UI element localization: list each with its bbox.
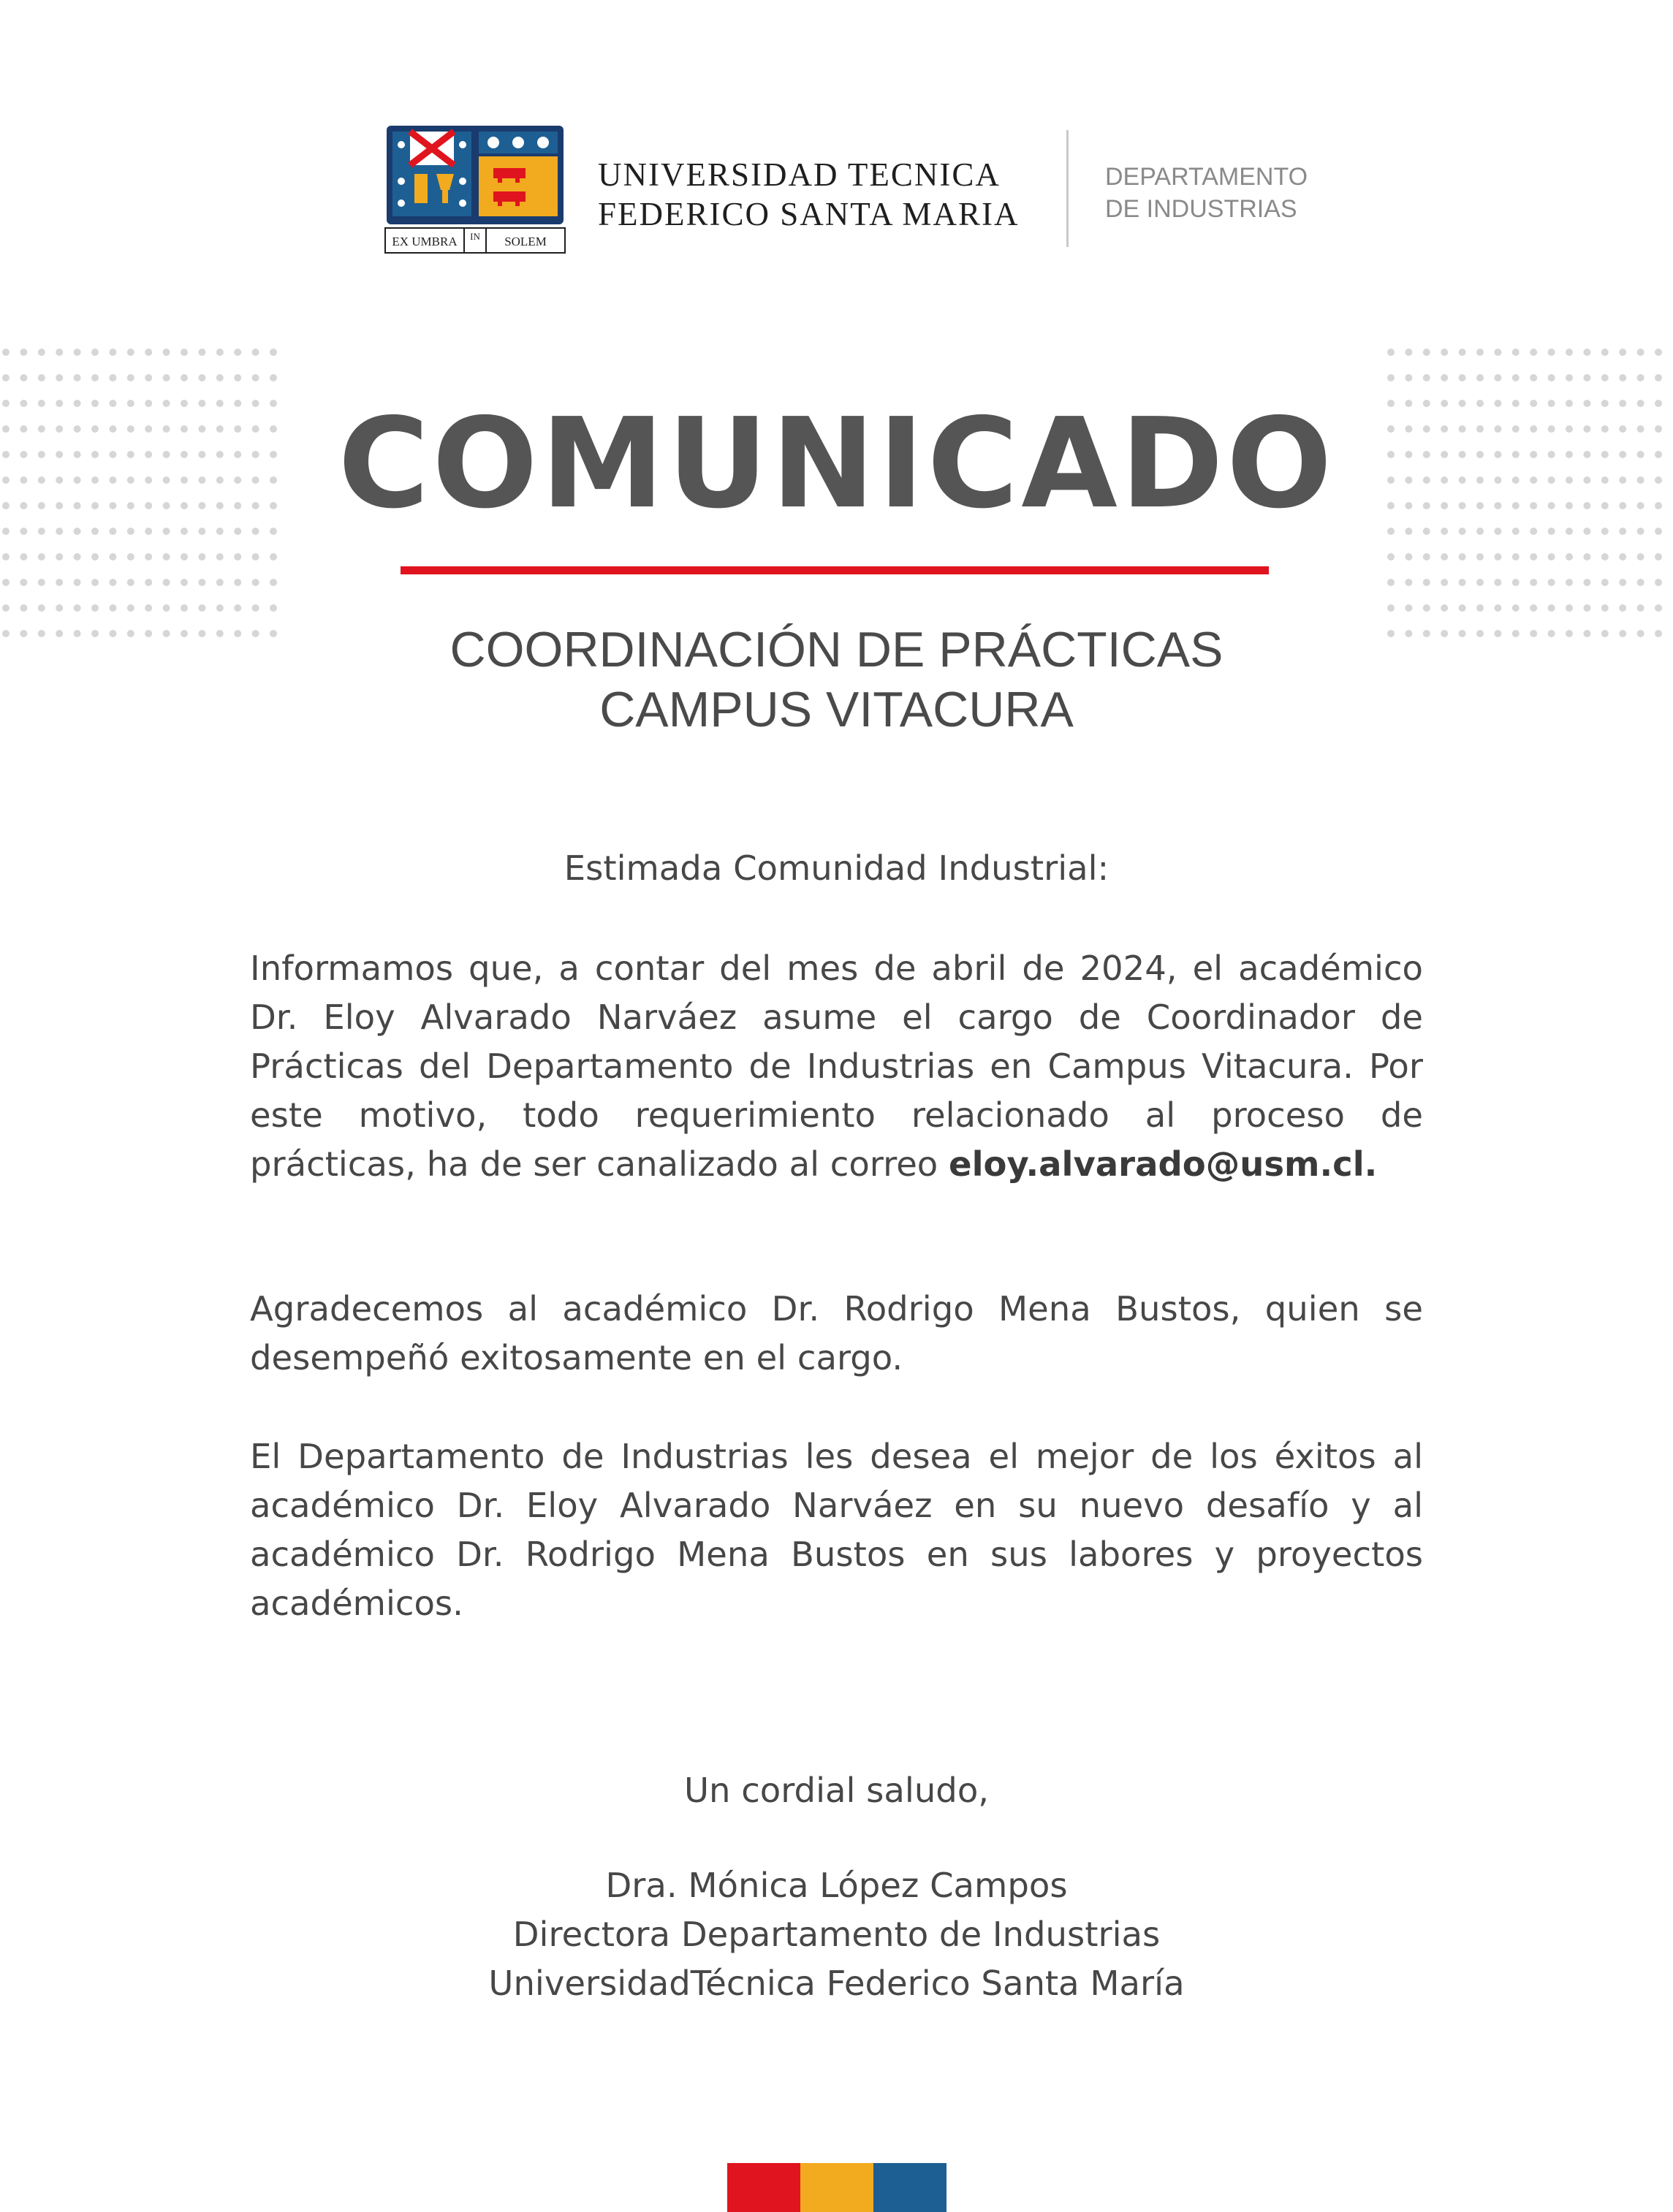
decorative-dot [1619, 374, 1626, 381]
decorative-dot [216, 349, 224, 356]
subtitle [0, 620, 1673, 740]
decorative-dot [1619, 553, 1626, 560]
decorative-dot [234, 604, 241, 612]
decorative-dot [109, 604, 116, 612]
decorative-dot [1494, 579, 1501, 586]
decorative-dot [1441, 374, 1448, 381]
decorative-dot [145, 604, 152, 612]
decorative-dot [270, 579, 277, 586]
subtitle-line2: CAMPUS VITACURA [599, 682, 1074, 737]
decorative-dot [270, 374, 277, 381]
decorative-dot [127, 374, 134, 381]
signature-institution: UniversidadTécnica Federico Santa María [488, 1964, 1185, 2003]
decorative-dot [1405, 604, 1412, 612]
decorative-dot [74, 553, 81, 560]
decorative-dot [234, 349, 241, 356]
color-bar-yellow [800, 2163, 873, 2212]
decorative-dot [1583, 374, 1590, 381]
decorative-dot [252, 604, 259, 612]
decorative-dot [1655, 553, 1662, 560]
university-crest-logo [384, 123, 566, 258]
decorative-dot [145, 349, 152, 356]
decorative-dot [1387, 349, 1395, 356]
decorative-dot [1441, 349, 1448, 356]
decorative-dot [1530, 604, 1537, 612]
decorative-dot [198, 349, 205, 356]
decorative-dot [216, 374, 224, 381]
crest-flower-icon [537, 137, 549, 148]
decorative-dot [270, 349, 277, 356]
decorative-dot [2, 553, 10, 560]
decorative-dot [2, 604, 10, 612]
decorative-dot [74, 604, 81, 612]
decorative-dot [1637, 579, 1644, 586]
decorative-dot [127, 579, 134, 586]
decorative-dot [1637, 374, 1644, 381]
decorative-dot [56, 349, 63, 356]
decorative-dot [1459, 374, 1466, 381]
decorative-dot [109, 579, 116, 586]
decorative-dot [252, 579, 259, 586]
decorative-dot [38, 579, 45, 586]
decorative-dot [56, 374, 63, 381]
decorative-dot [1601, 349, 1609, 356]
page-title: COMUNICADO [338, 392, 1335, 536]
decorative-dot [74, 579, 81, 586]
crest-flower-icon [512, 137, 524, 148]
closing: Un cordial saludo, [683, 1771, 990, 1810]
crest-star [459, 141, 466, 148]
university-name-line1: UNIVERSIDAD TECNICA [598, 156, 1001, 193]
title-underline [401, 566, 1269, 574]
decorative-dot [1548, 374, 1555, 381]
decorative-dot [145, 553, 152, 560]
decorative-dot [181, 604, 188, 612]
crest-right-yellow-field [479, 156, 558, 216]
decorative-dot [20, 349, 27, 356]
decorative-dot [145, 374, 152, 381]
decorative-dot [1387, 553, 1395, 560]
decorative-dot [2, 349, 10, 356]
decorative-dot [1637, 604, 1644, 612]
decorative-dot [1655, 579, 1662, 586]
decorative-dot [1423, 579, 1430, 586]
decorative-dot [1476, 579, 1484, 586]
signature-block [0, 1861, 1673, 2008]
greeting: Estimada Comunidad Industrial: [564, 848, 1109, 888]
decorative-dot [20, 579, 27, 586]
decorative-dot [163, 374, 170, 381]
decorative-dot [1637, 553, 1644, 560]
decorative-dot [1512, 349, 1520, 356]
decorative-dot [1423, 374, 1430, 381]
decorative-dot [38, 349, 45, 356]
decorative-dot [1655, 604, 1662, 612]
decorative-dot [1530, 374, 1537, 381]
decorative-dot [74, 374, 81, 381]
signature-name: Dra. Mónica López Campos [605, 1866, 1068, 1905]
decorative-dot [127, 349, 134, 356]
decorative-dot [1423, 349, 1430, 356]
paragraph-1 [250, 944, 1423, 1189]
crest-motto-center: IN [470, 231, 480, 242]
decorative-dot [252, 553, 259, 560]
decorative-dot [1494, 553, 1501, 560]
decorative-dot [1423, 553, 1430, 560]
decorative-dot [109, 349, 116, 356]
decorative-dot [1566, 349, 1573, 356]
decorative-dot [2, 374, 10, 381]
decorative-dot [181, 349, 188, 356]
decorative-dot [20, 604, 27, 612]
decorative-dot [1459, 604, 1466, 612]
decorative-dot [181, 553, 188, 560]
decorative-dot [1655, 374, 1662, 381]
decorative-dot [252, 349, 259, 356]
decorative-dot [1512, 374, 1520, 381]
decorative-dot [1459, 579, 1466, 586]
department-name-line1: DEPARTAMENTO [1105, 163, 1308, 191]
decorative-dot [198, 374, 205, 381]
decorative-dot [127, 553, 134, 560]
decorative-dot [1619, 579, 1626, 586]
decorative-dot [38, 374, 45, 381]
decorative-dot [234, 553, 241, 560]
department-name-line2: DE INDUSTRIAS [1105, 195, 1297, 223]
crest-star [459, 178, 466, 185]
decorative-dot [181, 374, 188, 381]
decorative-dot [1566, 579, 1573, 586]
crest-star [398, 178, 405, 185]
decorative-dot [56, 579, 63, 586]
decorative-dot [1423, 604, 1430, 612]
crest-star [459, 199, 466, 207]
decorative-dot [1583, 579, 1590, 586]
decorative-dot [1601, 553, 1609, 560]
decorative-dot [1476, 349, 1484, 356]
decorative-dot [1476, 374, 1484, 381]
decorative-dot [216, 604, 224, 612]
decorative-dot [1494, 604, 1501, 612]
decorative-dot [1566, 553, 1573, 560]
decorative-dot [270, 604, 277, 612]
decorative-dot [1566, 374, 1573, 381]
decorative-dot [1405, 349, 1412, 356]
decorative-dot [1441, 553, 1448, 560]
crest-motto-right: SOLEM [504, 235, 547, 248]
decorative-dot [20, 553, 27, 560]
crest-cup-stem [442, 190, 448, 203]
decorative-dot [1476, 553, 1484, 560]
decorative-dot [91, 349, 99, 356]
decorative-dot [1530, 553, 1537, 560]
decorative-dot [1548, 349, 1555, 356]
decorative-dot [56, 553, 63, 560]
decorative-dot [1548, 553, 1555, 560]
paragraph-2: Agradecemos al académico Dr. Rodrigo Mena Bustos, quien se desempeñó exitosamente en el cargo. [250, 1289, 1423, 1377]
decorative-dot [1583, 553, 1590, 560]
color-bar-red [727, 2163, 800, 2212]
crest-flower-icon [488, 137, 499, 148]
paragraph-3: El Departamento de Industrias les desea el mejor de los éxitos al académico Dr. Eloy Alvarado Narváez en su nuevo desafío y al académico Dr. Rodrigo Mena Bustos en sus labores y proyectos académicos. [250, 1437, 1423, 1623]
university-name [598, 155, 1036, 234]
subtitle-line1: COORDINACIÓN DE PRÁCTICAS [449, 622, 1224, 677]
decorative-dot [145, 579, 152, 586]
decorative-dot [56, 604, 63, 612]
decorative-dot [1405, 579, 1412, 586]
decorative-dot [1637, 349, 1644, 356]
decorative-dot [74, 349, 81, 356]
signature-position: Directora Departamento de Industrias [512, 1915, 1161, 1954]
decorative-dot [234, 374, 241, 381]
crest-star [398, 199, 405, 207]
color-bar-blue [873, 2163, 946, 2212]
decorative-dot [1530, 349, 1537, 356]
decorative-dot [1494, 374, 1501, 381]
decorative-dot [1601, 374, 1609, 381]
decorative-dot [1548, 579, 1555, 586]
decorative-dot [91, 579, 99, 586]
decorative-dot [163, 349, 170, 356]
decorative-dot [1387, 579, 1395, 586]
decorative-dot [216, 579, 224, 586]
header-divider [1066, 130, 1069, 247]
decorative-dot [1583, 349, 1590, 356]
decorative-dot [20, 374, 27, 381]
decorative-dot [1530, 579, 1537, 586]
decorative-dot [1459, 553, 1466, 560]
crest-motto-left: EX UMBRA [392, 235, 458, 248]
decorative-dot [198, 604, 205, 612]
decorative-dot [1566, 604, 1573, 612]
decorative-dot [1548, 604, 1555, 612]
decorative-dot [1476, 604, 1484, 612]
decorative-dot [1601, 604, 1609, 612]
decorative-dot [91, 374, 99, 381]
decorative-dot [1459, 349, 1466, 356]
decorative-dot [163, 604, 170, 612]
decorative-dot [91, 604, 99, 612]
decorative-dot [109, 553, 116, 560]
decorative-dot [163, 579, 170, 586]
decorative-dot [234, 579, 241, 586]
decorative-dot [38, 553, 45, 560]
decorative-dot [216, 553, 224, 560]
decorative-dot [270, 553, 277, 560]
decorative-dot [1512, 553, 1520, 560]
decorative-dot [1512, 604, 1520, 612]
decorative-dot [38, 604, 45, 612]
decorative-dot [1405, 553, 1412, 560]
decorative-dot [1655, 349, 1662, 356]
decorative-dot [127, 604, 134, 612]
decorative-dot [1512, 579, 1520, 586]
decorative-dot [1387, 374, 1395, 381]
decorative-dot [1601, 579, 1609, 586]
decorative-dot [181, 579, 188, 586]
department-name [1105, 161, 1339, 225]
decorative-dot [1405, 374, 1412, 381]
decorative-dot [198, 553, 205, 560]
decorative-dot [91, 553, 99, 560]
decorative-dot [109, 374, 116, 381]
university-name-line2: FEDERICO SANTA MARIA [598, 196, 1020, 232]
crest-star [398, 141, 405, 148]
decorative-dot [1619, 349, 1626, 356]
coordinator-email: eloy.alvarado@usm.cl. [949, 1144, 1378, 1184]
decorative-dot [1619, 604, 1626, 612]
decorative-dot [1441, 604, 1448, 612]
decorative-dot [2, 579, 10, 586]
decorative-dot [1387, 604, 1395, 612]
decorative-dot [198, 579, 205, 586]
decorative-dot [252, 374, 259, 381]
decorative-dot [1494, 349, 1501, 356]
decorative-dot [163, 553, 170, 560]
decorative-dot [1441, 579, 1448, 586]
crest-book-icon [414, 174, 428, 203]
paragraph-1-text: Informamos que, a contar del mes de abril de 2024, el académico Dr. Eloy Alvarado Narváez asume el cargo de Coordinador de Prácticas del Departamento de Industrias en Campus Vitacura. Por este motivo, todo requerimiento relacionado al proceso de prácticas, ha de ser canalizado al correo [250, 949, 1423, 1184]
decorative-dot [1583, 604, 1590, 612]
